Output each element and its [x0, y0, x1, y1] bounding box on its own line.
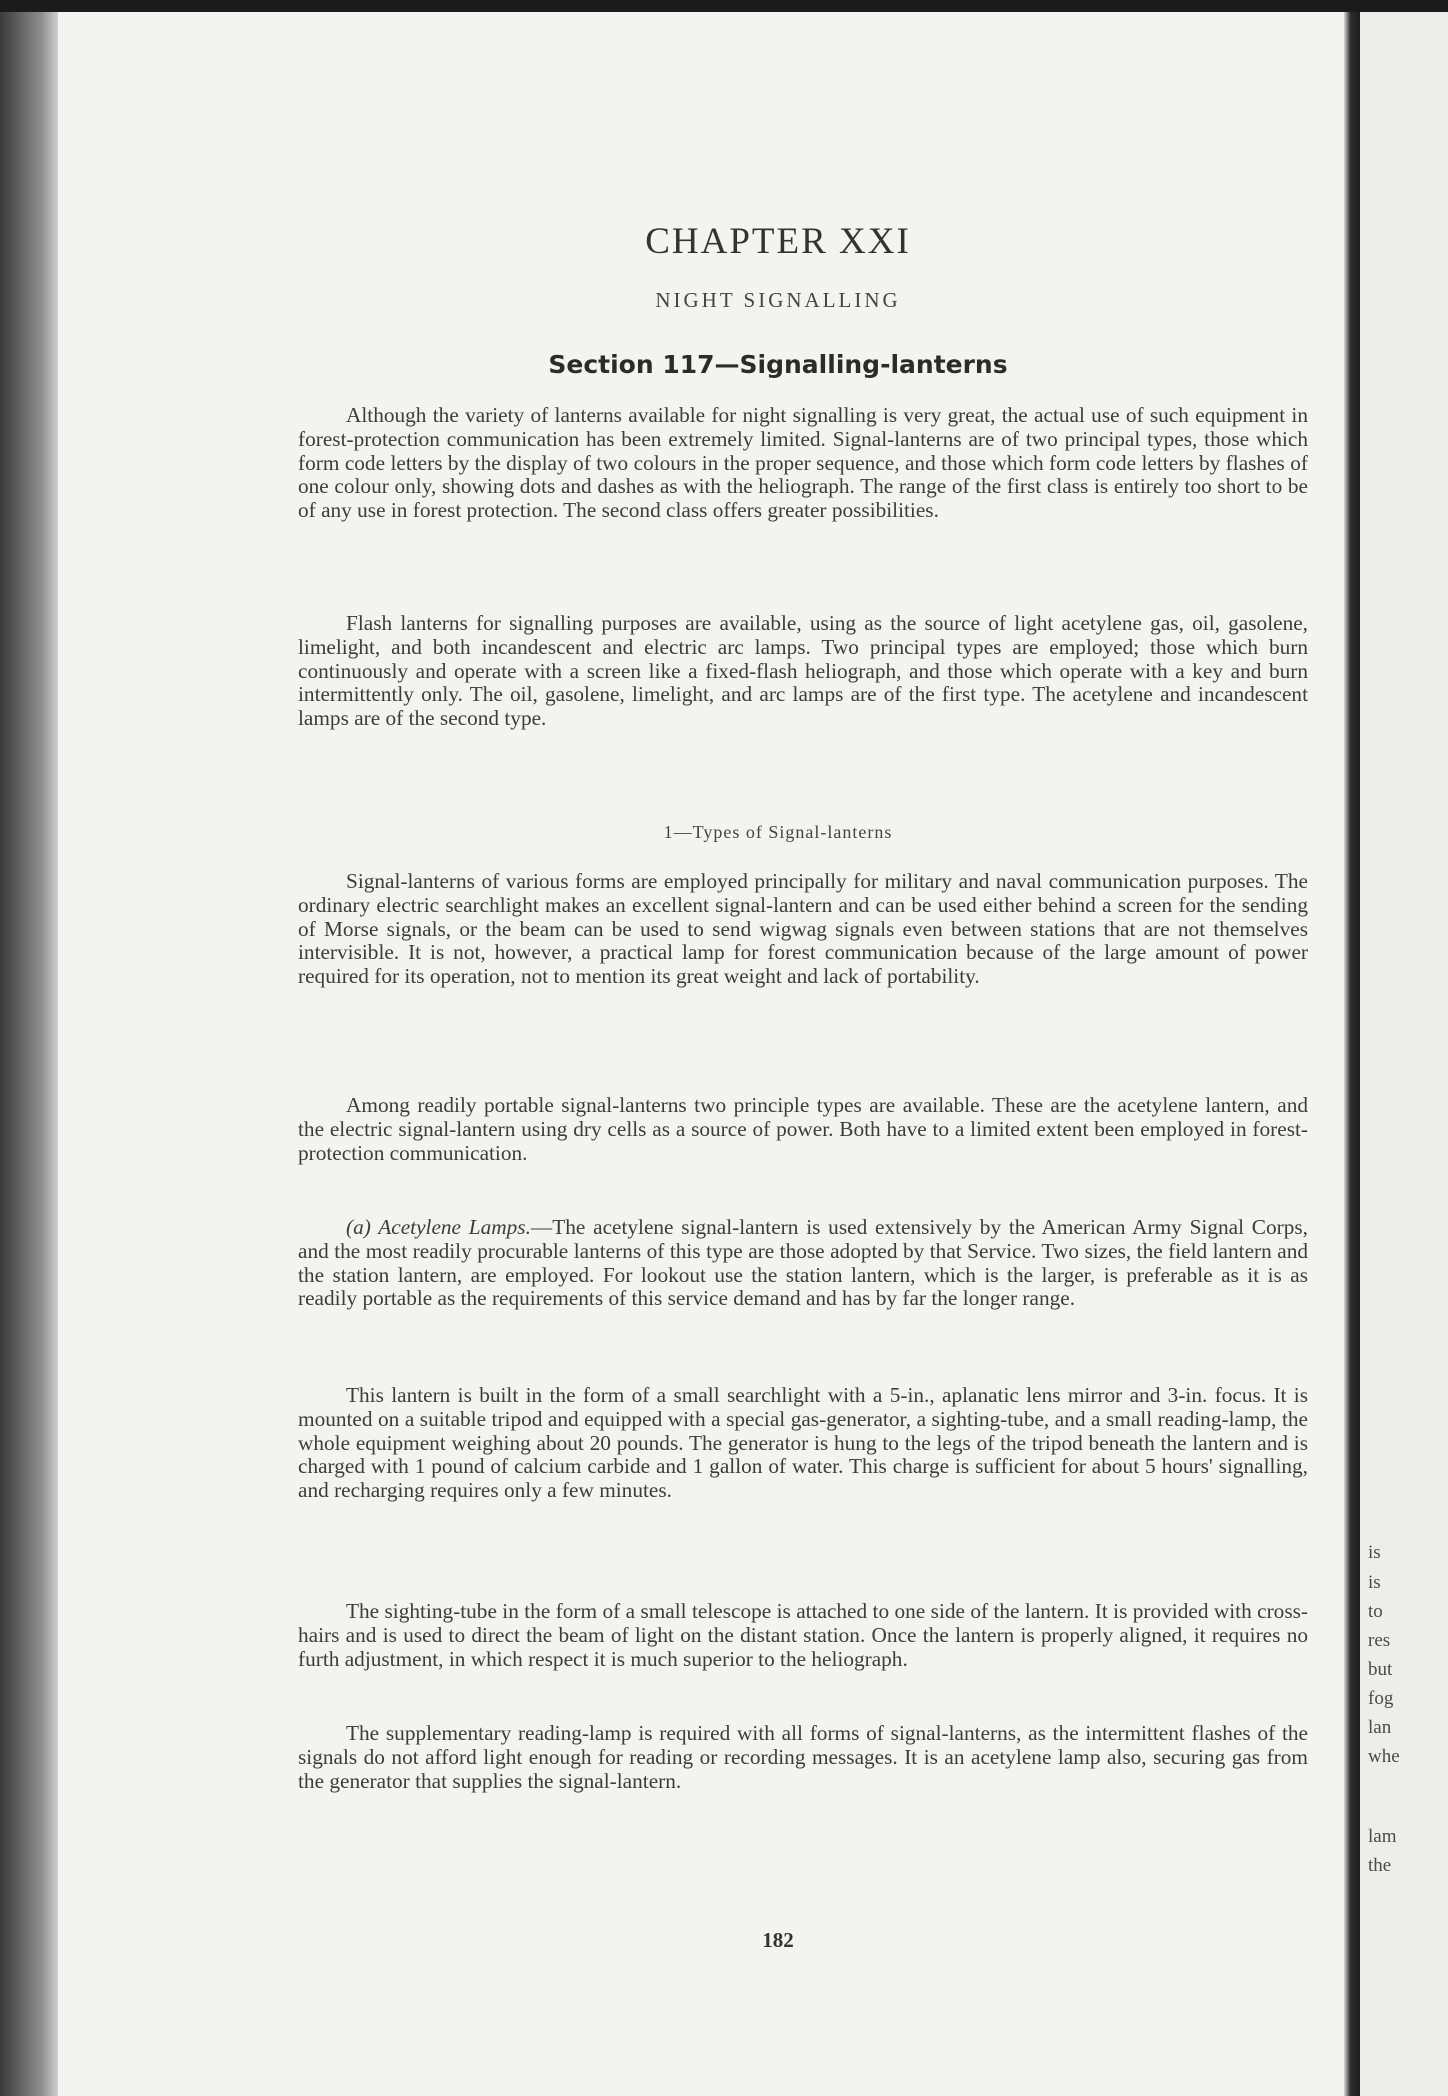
paragraph: Flash lanterns for signalling purposes are available, using as the source of light acetylene gas, oil, gasolene, limelight, and both incandescent and electric arc lamps. Two principal types are employed; those which burn continuously and operate with a screen like a fixed-flash heliograph, and those which operate with a key and burn intermittently only. The oil, gasolene, limelight, and arc lamps are of the first type. The acetylene and incandescent lamps are of the second type.	[298, 611, 1308, 731]
adjacent-text-fragment: is	[1368, 1572, 1381, 1593]
adjacent-text-fragment: whe	[1368, 1746, 1400, 1767]
adjacent-text-fragment: the	[1368, 1855, 1392, 1876]
adjacent-text-fragment: to	[1368, 1601, 1383, 1622]
paragraph: This lantern is built in the form of a small searchlight with a 5-in., aplanatic lens mirror and 3-in. focus. It is mounted on a suitable tripod and equipped with a special gas-generator, a sighting-tube, and a small reading-lamp, the whole equipment weighing about 20 pounds. The generator is hung to the legs of the tripod beneath the lantern and is charged with 1 pound of calcium carbide and 1 gallon of water. This charge is sufficient for about 5 hours' signalling, and recharging requires only a few minutes.	[298, 1383, 1308, 1503]
section-title: Section 117—Signalling-lanterns	[548, 350, 1008, 379]
adjacent-text-fragment: is	[1368, 1542, 1381, 1563]
page-gutter	[1344, 12, 1360, 2096]
paragraph: The sighting-tube in the form of a small telescope is attached to one side of the lantern. It is provided with cross-hairs and is used to direct the beam of light on the distant station. Once the lantern is properly aligned, it requires no furth adjustment, in which respect it is much superior to the heliograph.	[298, 1599, 1308, 1671]
book-page	[58, 12, 1344, 2096]
adjacent-page	[1360, 12, 1448, 2096]
adjacent-text-fragment: res	[1368, 1630, 1391, 1651]
paragraph-lead: (a) Acetylene Lamps.	[346, 1215, 531, 1239]
adjacent-text-fragment: but	[1368, 1659, 1393, 1680]
paragraph-acetylene	[298, 1216, 1308, 1311]
paragraph-body: —The acetylene signal-lantern is used extensively by the American Army Signal Corps, and the most readily procurable lanterns of this type are those adopted by that Service. Two sizes, the field lantern and the station lantern, are employed. For lookout use the station lantern, which is the larger, is preferable as it is as readily portable as the requirements of this service demand and has by far the longer range.	[298, 1215, 1308, 1311]
chapter-heading: CHAPTER XXI	[645, 221, 911, 262]
paragraph: Signal-lanterns of various forms are employed principally for military and naval communication purposes. The ordinary electric searchlight makes an excellent signal-lantern and can be used either behind a screen for the sending of Morse signals, or the beam can be used to send wigwag signals even between stations that are not themselves intervisible. It is not, however, a practical lamp for forest communication because of the large amount of power required for its operation, not to mention its great weight and lack of portability.	[298, 869, 1308, 989]
sub-heading: 1—Types of Signal-lanterns	[663, 822, 893, 842]
adjacent-text-fragment: lam	[1368, 1826, 1397, 1847]
adjacent-text-fragment: lan	[1368, 1717, 1392, 1738]
paragraph: The supplementary reading-lamp is required with all forms of signal-lanterns, as the intermittent flashes of the signals do not afford light enough for reading or recording messages. It is an acetylene lamp also, securing gas from the generator that supplies the signal-lantern.	[298, 1721, 1308, 1793]
chapter-subtitle: NIGHT SIGNALLING	[655, 288, 901, 312]
binding-margin	[0, 12, 58, 2096]
paragraph: Among readily portable signal-lanterns two principle types are available. These are the acetylene lantern, and the electric signal-lantern using dry cells as a source of power. Both have to a limited extent been employed in forest-protection communication.	[298, 1093, 1308, 1165]
adjacent-text-fragment: fog	[1368, 1688, 1394, 1709]
paragraph: Although the variety of lanterns available for night signalling is very great, the actual use of such equipment in forest-protection communication has been extremely limited. Signal-lanterns are of two principal types, those which form code letters by the display of two colours in the proper sequence, and those which form code letters by flashes of one colour only, showing dots and dashes as with the heliograph. The range of the first class is entirely too short to be of any use in forest protection. The second class offers greater possibilities.	[298, 403, 1308, 523]
page-number: 182	[762, 1928, 794, 1952]
scan-border-top	[0, 0, 1448, 12]
